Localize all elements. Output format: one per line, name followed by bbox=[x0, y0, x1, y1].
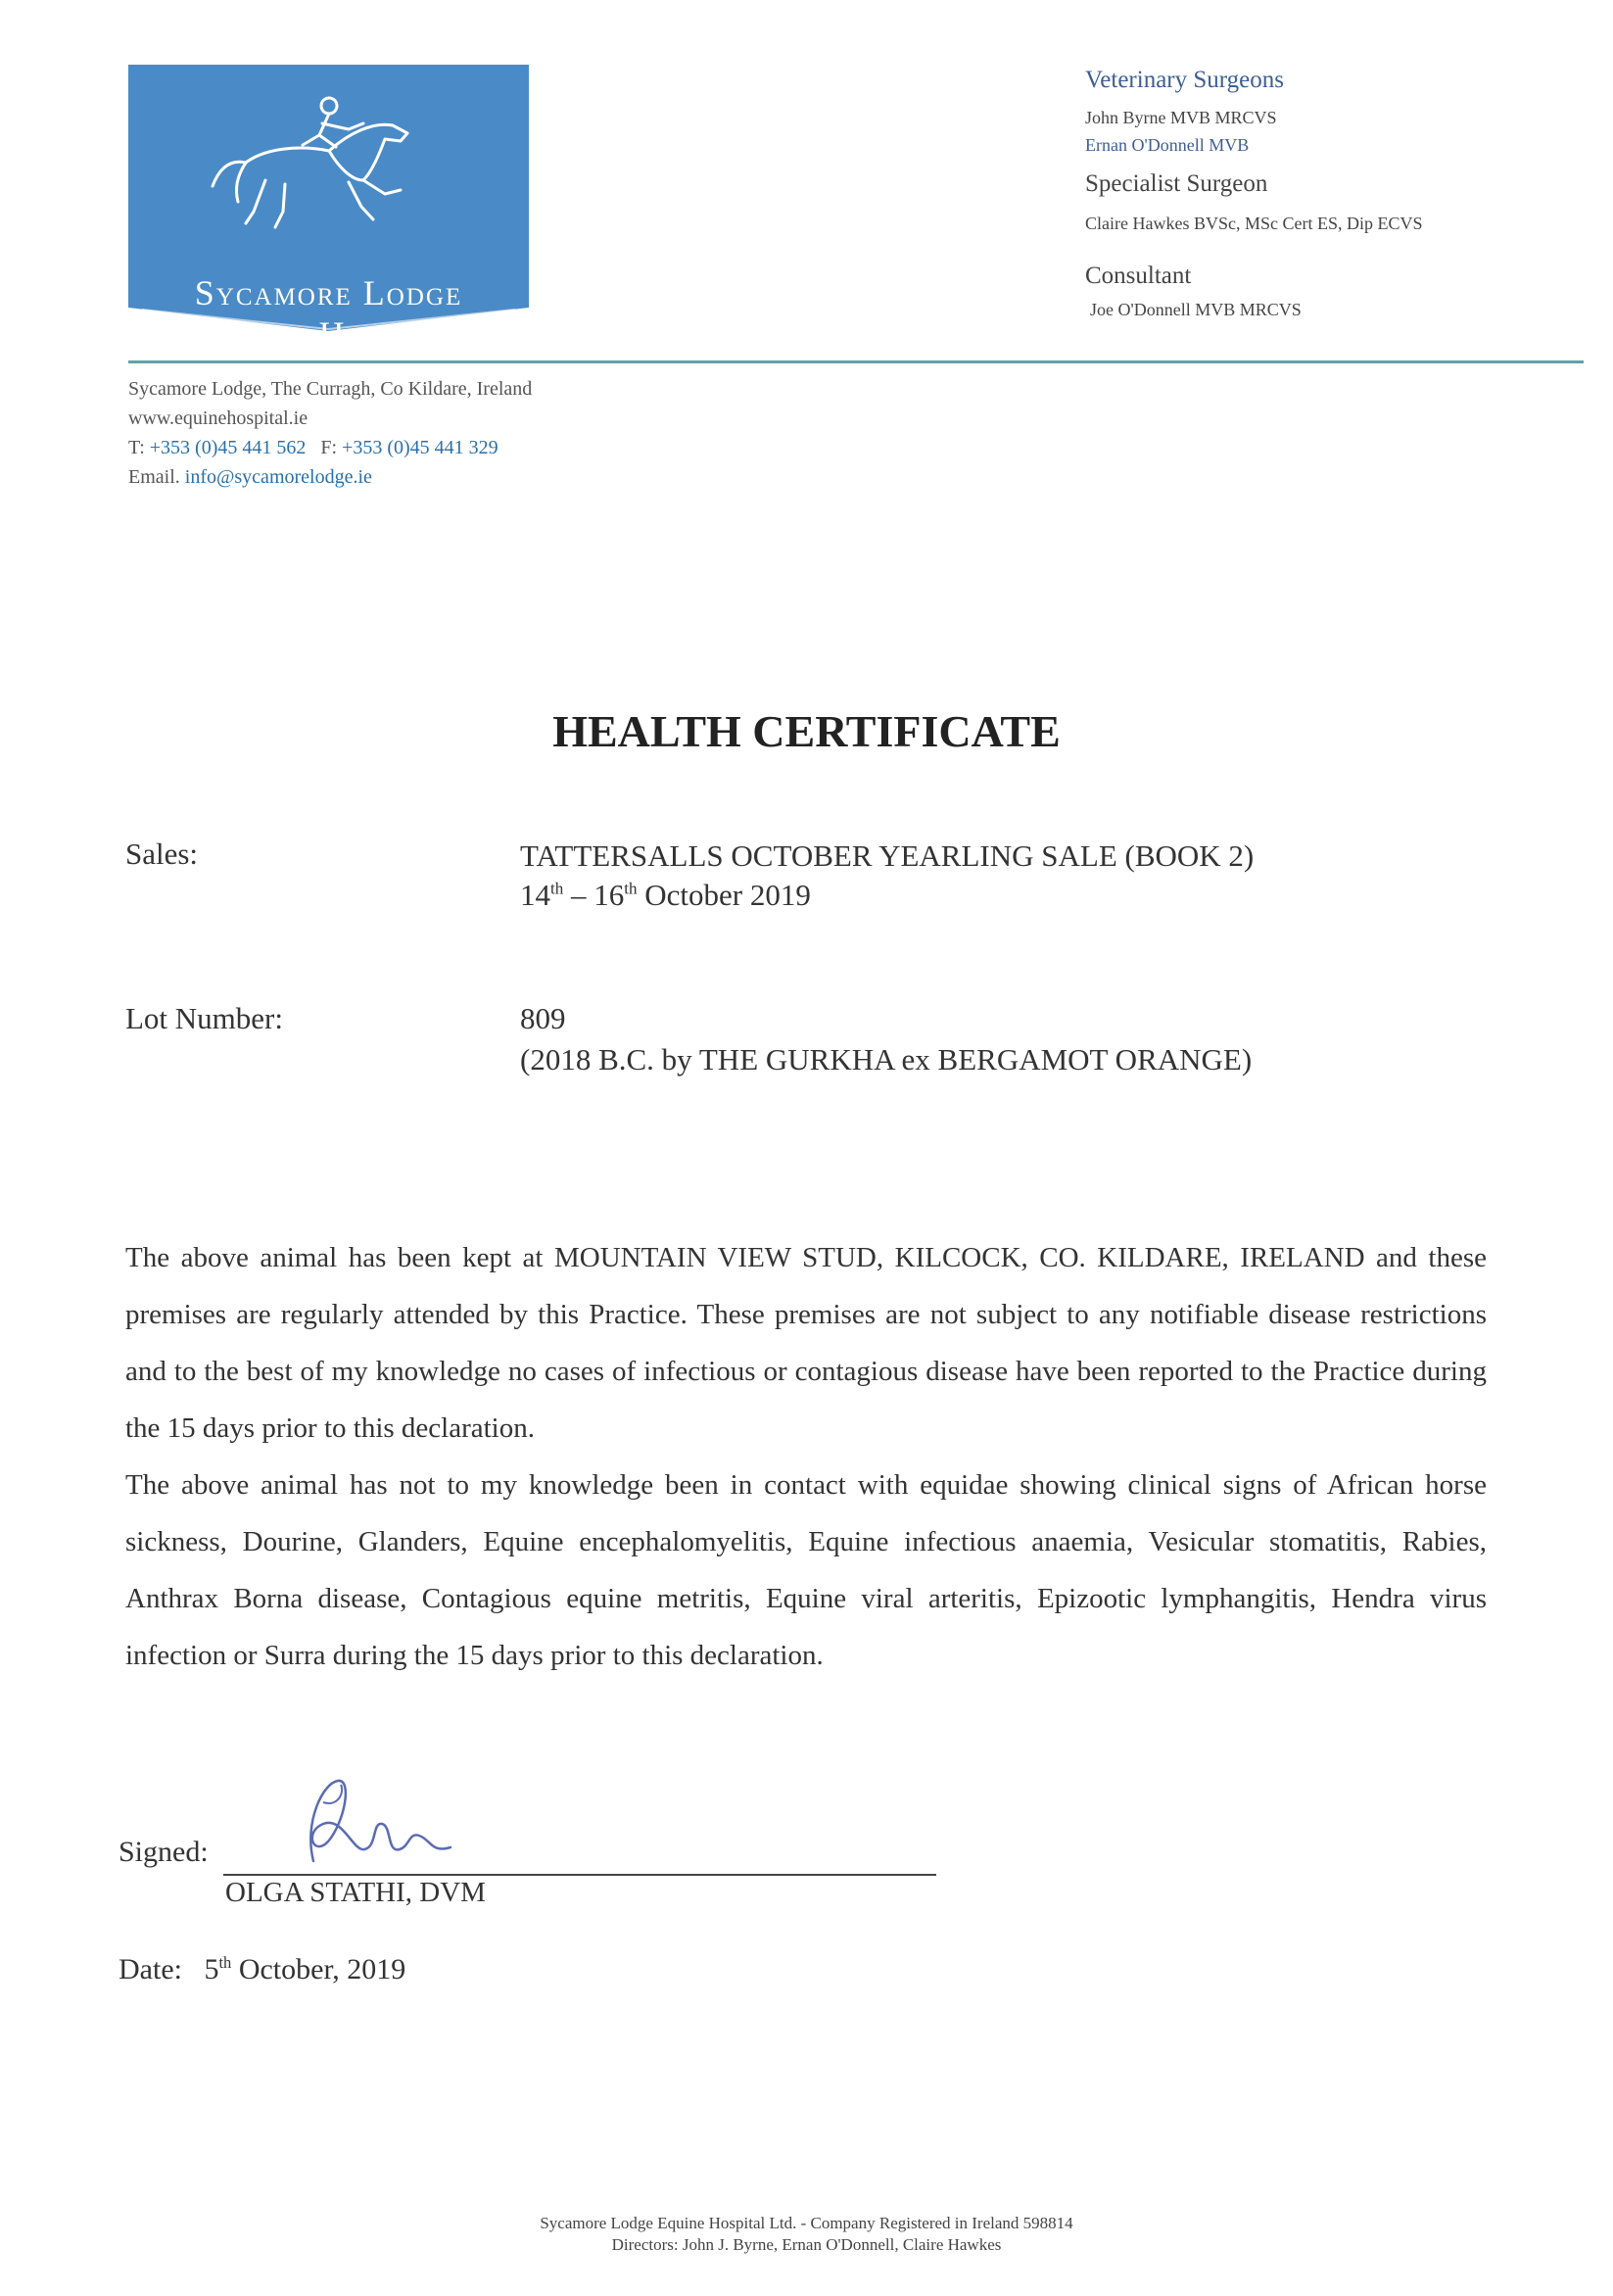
premises-declaration-paragraph: The above animal has been kept at MOUNTAIN VIEW STUD, KILCOCK, CO. KILDARE, IRELAND and these premises are regularly attended by this Practice. These premises are not subject to any notifiable disease restrictions and to the best of my knowledge no cases of infectious or contagious disease have been reported to the Practice during the 15 days prior to this declaration. bbox=[125, 1242, 1487, 1444]
date-label: Date: bbox=[119, 1953, 182, 1985]
sales-name: TATTERSALLS OCTOBER YEARLING SALE (BOOK 2) bbox=[520, 838, 1255, 873]
logo-title-line1: Sycamore Lodge bbox=[194, 273, 463, 312]
header-divider bbox=[128, 360, 1584, 363]
sales-label: Sales: bbox=[125, 837, 199, 871]
date-value: 5th October, 2019 bbox=[204, 1953, 406, 1985]
date-field bbox=[119, 1953, 405, 1986]
fax-label: F: bbox=[320, 437, 338, 458]
phone-fax-line bbox=[128, 437, 498, 459]
handwritten-signature bbox=[284, 1763, 480, 1881]
lot-number-value: 809 bbox=[520, 1001, 566, 1035]
email-label: Email. bbox=[128, 466, 180, 488]
signatory-name: OLGA STATHI, DVM bbox=[225, 1877, 486, 1908]
vet-surgeon-2: Ernan O'Donnell MVB bbox=[1085, 135, 1250, 155]
phone-number[interactable]: +353 (0)45 441 562 bbox=[149, 437, 307, 458]
signature-line bbox=[223, 1874, 936, 1876]
fax-number: +353 (0)45 441 329 bbox=[342, 437, 498, 458]
specialist-surgeon-1: Claire Hawkes BVSc, MSc Cert ES, Dip ECVS bbox=[1085, 214, 1423, 233]
page-title: HEALTH CERTIFICATE bbox=[552, 706, 1061, 756]
logo-title-line2: Equine Hospital bbox=[198, 314, 459, 354]
consultant-heading: Consultant bbox=[1085, 263, 1192, 289]
signed-label: Signed: bbox=[119, 1836, 209, 1868]
email-line bbox=[128, 466, 372, 489]
vet-surgeons-heading: Veterinary Surgeons bbox=[1085, 67, 1284, 93]
vet-surgeon-1: John Byrne MVB MRCVS bbox=[1085, 108, 1277, 127]
address-line: Sycamore Lodge, The Curragh, Co Kildare, Ireland bbox=[128, 378, 533, 400]
specialist-heading: Specialist Surgeon bbox=[1085, 170, 1268, 197]
lot-number-label: Lot Number: bbox=[125, 1001, 283, 1035]
phone-label: T: bbox=[128, 437, 145, 458]
email-link[interactable]: info@sycamorelodge.ie bbox=[184, 466, 372, 488]
consultant-1: Joe O'Donnell MVB MRCVS bbox=[1090, 300, 1302, 319]
footer-directors-line: Directors: John J. Byrne, Ernan O'Donnell, Claire Hawkes bbox=[611, 2235, 1002, 2254]
website-link[interactable]: www.equinehospital.ie bbox=[128, 407, 308, 429]
sales-dates: 14th – 16th October 2019 bbox=[520, 878, 811, 912]
disease-contact-paragraph: The above animal has not to my knowledge been in contact with equidae showing clinical signs of African horse sickness, Dourine, Glanders, Equine encephalomyelitis, Equine infectious anaemia, Vesicular stomatitis, Rabies, Anthrax Borna disease, Contagious equine metritis, Equine viral arteritis, Epizootic lymphangitis, Hendra virus infection or Surra during the 15 days prior to this declaration. bbox=[125, 1469, 1487, 1671]
hospital-logo bbox=[128, 65, 529, 354]
lot-description: (2018 B.C. by THE GURKHA ex BERGAMOT ORANGE) bbox=[520, 1042, 1253, 1076]
footer-company-line: Sycamore Lodge Equine Hospital Ltd. - Company Registered in Ireland 598814 bbox=[540, 2214, 1073, 2232]
